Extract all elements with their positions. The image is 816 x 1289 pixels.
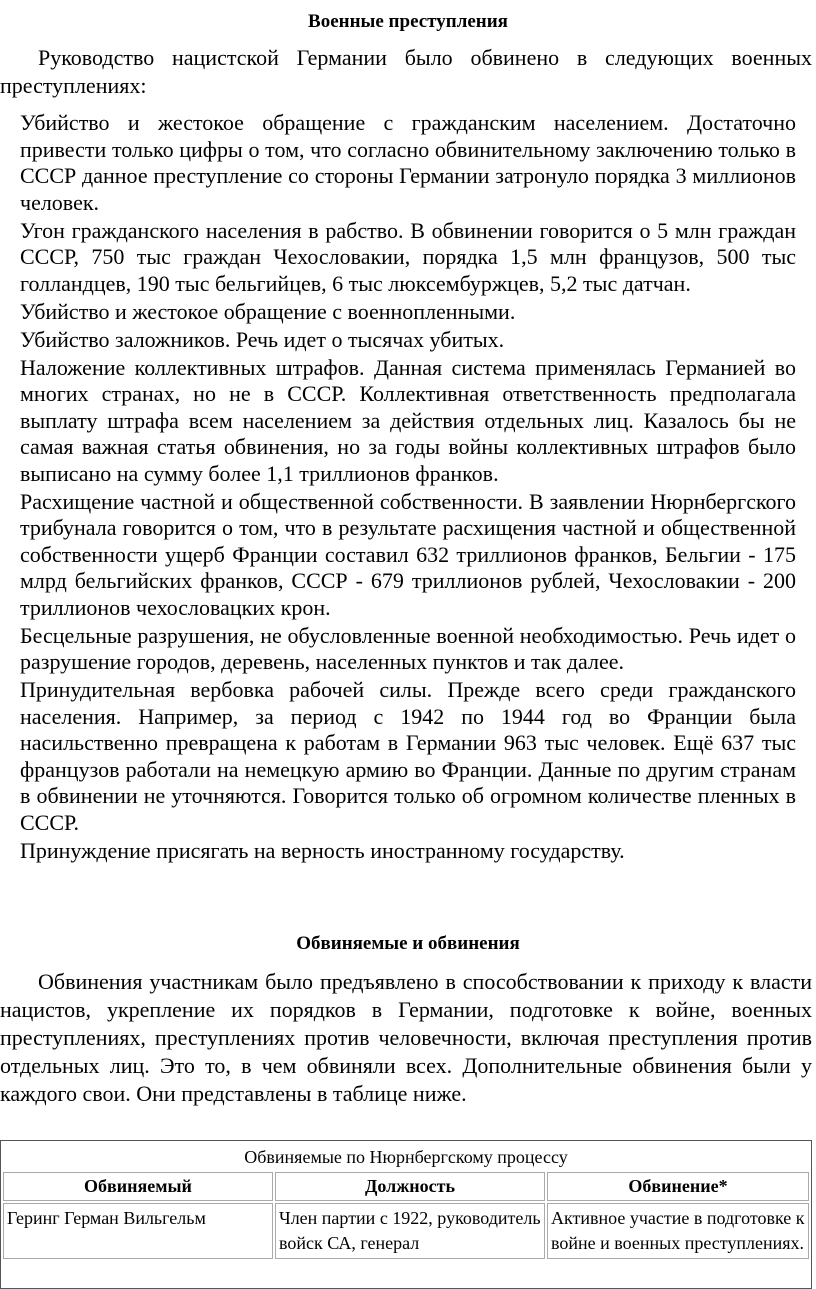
cell-charge: Активное участие в подготовке к войне и военных преступлениях. bbox=[547, 1203, 809, 1259]
list-item: Убийство и жестокое обращение с военнопленными. bbox=[20, 298, 516, 324]
table-header-row bbox=[3, 1172, 809, 1201]
cell-position: Член партии с 1922, руководитель войск СА, генерал bbox=[275, 1203, 545, 1259]
list-item: Убийство и жестокое обращение с гражданским населением. Достаточно привести только цифры о том, что согласно обвинительному заключению только в СССР данное преступление со стороны Германии затронуло порядка 3 миллионов человек. bbox=[20, 110, 796, 215]
list-item: Принуждение присягать на верность иностранному государству. bbox=[20, 837, 625, 863]
crimes-list bbox=[20, 110, 796, 866]
column-header-position: Должность bbox=[275, 1172, 545, 1201]
list-item: Бесцельные разрушения, не обусловленные военной необходимостью. Речь идет о разрушение городов, деревень, населенных пунктов и так далее. bbox=[20, 622, 796, 674]
list-item: Наложение коллективных штрафов. Данная система применялась Германией во многих странах, но не в СССР. Коллективная ответственность предполагала выплату штрафа всем населением за действия отдельных лиц. Казалось бы не самая важная статья обвинения, но за годы войны коллективных штрафов было выписано на сумму более 1,1 триллионов франков. bbox=[20, 354, 796, 486]
section-paragraph: Обвинения участникам было предъявлено в способствовании к приходу к власти нацистов, укрепление их порядков в Германии, подготовке к войне, военных преступлениях, преступлениях против человечности, включая преступления против отдельных лиц. Это то, в чем обвиняли всех. Дополнительные обвинения были у каждого свои. Они представлены в таблице ниже. bbox=[0, 969, 812, 1106]
column-header-defendant: Обвиняемый bbox=[3, 1172, 273, 1201]
list-item: Расхищение частной и общественной собственности. В заявлении Нюрнбергского трибунала говорится о том, что в результате расхищения частной и общественной собственности ущерб Франции составил 632 триллионов франков, Бельгии - 175 млрд бельгийских франков, СССР - 679 триллионов рублей, Чехословакии - 200 триллионов чехословацких крон. bbox=[20, 488, 796, 620]
section-heading: Обвиняемые и обвинения bbox=[296, 933, 520, 954]
list-item: Угон гражданского населения в рабство. В обвинении говорится о 5 млн граждан СССР, 750 тыс граждан Чехословакии, порядка 1,5 млн французов, 500 тыс голландцев, 190 тыс бельгийцев, 6 тыс люксембуржцев, 5,2 тыс датчан. bbox=[20, 217, 796, 296]
cell-defendant: Геринг Герман Вильгельм bbox=[3, 1203, 273, 1259]
list-item: Убийство заложников. Речь идет о тысячах убитых. bbox=[20, 326, 505, 352]
table-row bbox=[3, 1203, 809, 1259]
page-title: Военные преступления bbox=[308, 11, 508, 32]
intro-paragraph: Руководство нацистской Германии было обвинено в следующих военных преступлениях: bbox=[0, 45, 812, 98]
list-item: Принудительная вербовка рабочей силы. Прежде всего среди гражданского населения. Например, за период с 1942 по 1944 год во Франции была насильственно превращена к работам в Германии 963 тыс человек. Ещё 637 тыс французов работали на немецкую армию во Франции. Данные по другим странам в обвинении не уточняются. Говорится только об огромном количестве пленных в СССР. bbox=[20, 677, 796, 835]
table-caption: Обвиняемые по Нюрнбергскому процессу bbox=[244, 1147, 568, 1167]
defendants-table bbox=[0, 1140, 812, 1289]
column-header-charge: Обвинение* bbox=[547, 1172, 809, 1201]
